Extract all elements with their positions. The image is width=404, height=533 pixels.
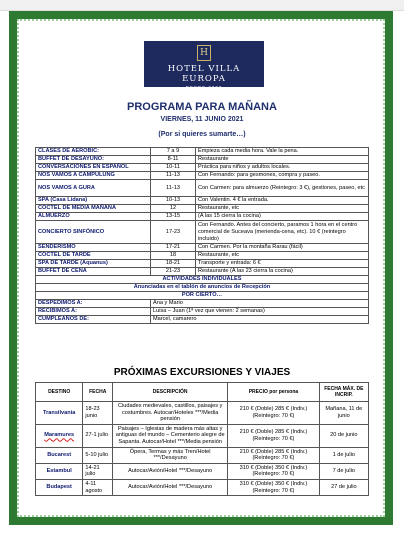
excursion-price-main: 310 € (Doble) 350 € (Indiv.): [239, 464, 308, 471]
excursions-title: PRÓXIMAS EXCURSIONES Y VIAJES: [113, 367, 291, 378]
schedule-description: Restaurante, etc: [196, 252, 369, 260]
window-toolbar: [0, 0, 404, 11]
excursion-price: [228, 402, 319, 425]
excursion-description: Autocar/Avión/Hotel ***/Desayuno: [113, 463, 228, 479]
schedule-time: 17-23: [151, 221, 196, 244]
excursion-price-refund: (Reintegro: 70 €): [252, 471, 295, 478]
excursion-price: [228, 447, 319, 463]
by-the-way-heading: POR CIERTO…: [36, 292, 369, 300]
schedule-time: 17-21: [151, 244, 196, 252]
excursion-row: [36, 463, 369, 479]
schedule-note-row: [36, 292, 369, 300]
schedule-note-row: [36, 276, 369, 284]
schedule-description: Con Carmen. Por la montaña Rarau (fácil): [196, 244, 369, 252]
schedule-description: Empieza cada media hora. Vale la pena.: [196, 148, 369, 156]
schedule-row: [36, 252, 369, 260]
individual-activities-note: Anunciadas en el tablón de anuncios de Recepción: [36, 284, 369, 292]
schedule-activity: NOS VAMOS A GURA: [36, 180, 151, 197]
excursion-price: [228, 479, 319, 495]
extras-row: [36, 308, 369, 316]
excursion-description: Ópera, Termas y más Tren/Hotel ***/Desayuno: [113, 447, 228, 463]
excursions-header-row: [36, 383, 369, 402]
excursion-date: 4-11 agosto: [83, 479, 113, 495]
schedule-description: (A las 15 cierra la cocina): [196, 213, 369, 221]
excursion-price: [228, 424, 319, 447]
schedule-row: [36, 180, 369, 197]
extras-value: Marcel, camarero: [151, 316, 369, 324]
schedule-activity: SPA DE TARDE (Aquanus): [36, 260, 151, 268]
schedule-description: Restaurante (A las 23 cierra la cocina): [196, 268, 369, 276]
excursion-signup-deadline: Mañana, 11 de junio: [319, 402, 368, 425]
excursion-destination: Estambul: [36, 463, 83, 479]
schedule-time: 11-13: [151, 172, 196, 180]
logo-mark: H: [197, 45, 211, 61]
excursion-price-main: 210 € (Doble) 285 € (Indiv.): [239, 406, 308, 413]
schedule-activity: COCTEL DE TARDE: [36, 252, 151, 260]
schedule-description: Con Carmen: para almuerzo (Reintegro: 3 €), gestiones, paseo, etc: [196, 180, 369, 197]
schedule-time: 21-23: [151, 268, 196, 276]
schedule-description: Restaurante: [196, 156, 369, 164]
extras-value: Ana y Mario: [151, 300, 369, 308]
schedule-time: 12: [151, 205, 196, 213]
schedule-activity: CONCIERTO SINFÓNICO: [36, 221, 151, 244]
excursion-date: 18-23 junio: [83, 402, 113, 425]
excursion-row: [36, 402, 369, 425]
excursion-signup-deadline: 1 de julio: [319, 447, 368, 463]
extras-label: RECIBIMOS A:: [36, 308, 151, 316]
schedule-activity: SENDERISMO: [36, 244, 151, 252]
excursion-destination: Budapest: [36, 479, 83, 495]
excursion-price: [228, 463, 319, 479]
excursion-date: 14-21 julio: [83, 463, 113, 479]
extras-row: [36, 316, 369, 324]
schedule-activity: CLASES DE AEROBIC:: [36, 148, 151, 156]
schedule-time: 18: [151, 252, 196, 260]
schedule-description: Práctica para niños y adultos locales.: [196, 164, 369, 172]
excursion-date: 27-1 julio: [83, 424, 113, 447]
excursion-signup-deadline: 27 de julio: [319, 479, 368, 495]
excursion-price-refund: (Reintegro: 70 €): [252, 487, 295, 494]
col-fecha-max: FECHA MÁX. DE INCRIP.: [319, 383, 368, 402]
excursion-destination: Maramures: [36, 424, 83, 447]
schedule-time: 18-21: [151, 260, 196, 268]
schedule-row: [36, 260, 369, 268]
excursion-description: Ciudades medievales, castillos, paisajes y costumbres. Autocar/Hoteles ***/Media pensión: [113, 402, 228, 425]
excursion-row: [36, 447, 369, 463]
schedule-row: [36, 197, 369, 205]
schedule-note-row: [36, 284, 369, 292]
schedule-row: [36, 148, 369, 156]
schedule-row: [36, 205, 369, 213]
extras-row: [36, 300, 369, 308]
schedule-row: [36, 268, 369, 276]
excursion-destination: Bucarest: [36, 447, 83, 463]
excursion-price-refund: (Reintegro: 70 €): [252, 435, 295, 442]
excursion-signup-deadline: 20 de junio: [319, 424, 368, 447]
schedule-description: Con Fernando. Antes del concierto, paramos 1 hora en el centro comercial de Suceava (merienda-cena, etc). 10 € (reintegro incluido): [196, 221, 369, 244]
schedule-description: Con Fernando: para gesmones, compra y paseo.: [196, 172, 369, 180]
schedule-row: [36, 221, 369, 244]
schedule-description: Con Valentin. 4 € la entrada.: [196, 197, 369, 205]
col-fecha: FECHA: [83, 383, 113, 402]
schedule-activity: COCTEL DE MEDIA MAÑANA: [36, 205, 151, 213]
schedule-activity: BUFFET DE CENA: [36, 268, 151, 276]
schedule-time: 10-13: [151, 197, 196, 205]
extras-label: CUMPLEAÑOS DE:: [36, 316, 151, 324]
schedule-activity: NOS VAMOS A CAMPULUNG: [36, 172, 151, 180]
col-destino: DESTINO: [36, 383, 83, 402]
page-subtitle: (Por si quieres sumarte…): [158, 131, 246, 138]
excursion-price-main: 210 € (Doble) 285 € (Indiv.): [239, 429, 308, 436]
schedule-description: Restaurante, etc: [196, 205, 369, 213]
extras-value: Luisa – Juan (1ª vez que vienen: 2 semanas): [151, 308, 369, 316]
page-date: VIERNES, 11 JUNIO 2021: [160, 116, 244, 123]
schedule-description: Transporte y entrada: 6 €: [196, 260, 369, 268]
excursion-signup-deadline: 7 de julio: [319, 463, 368, 479]
excursion-price-main: 210 € (Doble) 285 € (Indiv.): [239, 448, 308, 455]
col-descripcion: DESCRIPCIÓN: [113, 383, 228, 402]
schedule-row: [36, 213, 369, 221]
excursion-row: [36, 424, 369, 447]
schedule-table: [35, 147, 369, 324]
excursion-description: Autocar/Avión/Hotel ***/Desayuno: [113, 479, 228, 495]
document-page: [26, 27, 378, 509]
page-title: PROGRAMA PARA MAÑANA: [127, 101, 277, 113]
schedule-row: [36, 244, 369, 252]
schedule-row: [36, 172, 369, 180]
schedule-activity: ALMUERZO: [36, 213, 151, 221]
logo-since: DESDE 2003: [185, 85, 223, 90]
col-precio: PRECIO por persona: [228, 383, 319, 402]
schedule-time: 13-15: [151, 213, 196, 221]
excursion-row: [36, 479, 369, 495]
schedule-activity: BUFFET DE DESAYUNO:: [36, 156, 151, 164]
schedule-time: 8-11: [151, 156, 196, 164]
schedule-row: [36, 164, 369, 172]
excursion-price-main: 310 € (Doble) 350 € (Indiv.): [239, 480, 308, 487]
schedule-activity: CONVERSACIONES EN ESPAÑOL: [36, 164, 151, 172]
logo-name: HOTEL VILLA EUROPA: [167, 64, 241, 84]
schedule-time: 7 a 9: [151, 148, 196, 156]
schedule-time: 10-11: [151, 164, 196, 172]
excursions-table: [35, 382, 369, 496]
schedule-row: [36, 156, 369, 164]
excursion-date: 5-10 julio: [83, 447, 113, 463]
hotel-logo: [144, 41, 264, 90]
excursion-price-refund: (Reintegro: 70 €): [252, 412, 295, 419]
excursion-price-refund: (Reintegro: 70 €): [252, 455, 295, 462]
extras-label: DESPEDIMOS A:: [36, 300, 151, 308]
schedule-time: 11-13: [151, 180, 196, 197]
excursion-description: Paisajes – Iglesias de madera más altas y antiguas del mundo – Cementerio alegre de Sapanta. Autocar/Hotel ***/Media pensión: [113, 424, 228, 447]
individual-activities-heading: ACTIVIDADES INDIVIDUALES: [36, 276, 369, 284]
excursion-destination: Transilvania: [36, 402, 83, 425]
schedule-activity: SPA (Casa Lidana): [36, 197, 151, 205]
